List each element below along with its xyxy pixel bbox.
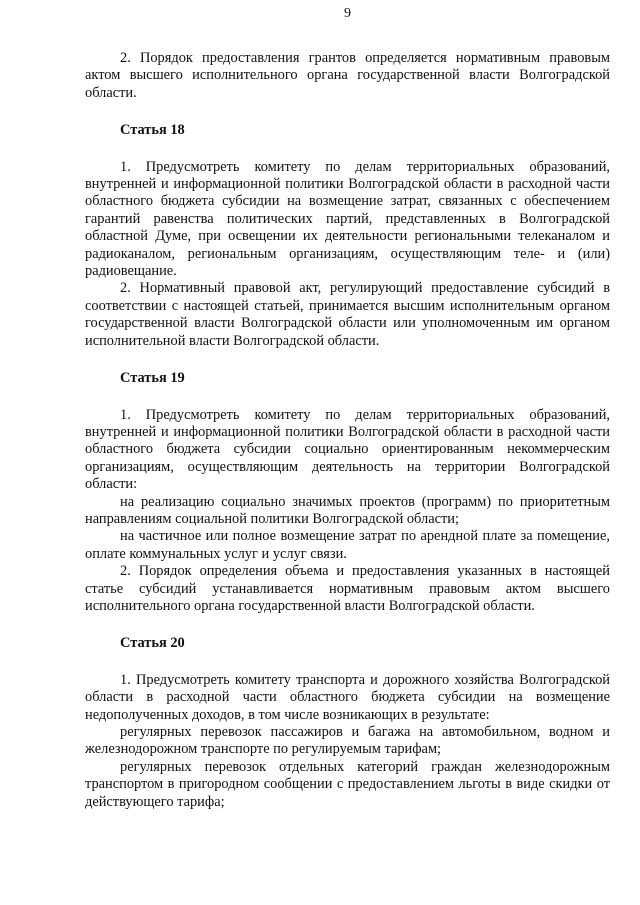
- paragraph: 2. Порядок определения объема и предоставления указанных в настоящей статье субсидий устанавливается нормативным правовым актом высшего исполнительного органа государственной власти Волгоградской области.: [85, 563, 610, 614]
- article-heading: Статья 18: [120, 122, 185, 139]
- paragraph: регулярных перевозок отдельных категорий граждан железнодорожным транспортом в пригородном сообщении с предоставлением льготы в виде скидки от действующего тарифа;: [85, 758, 610, 810]
- paragraph: 1. Предусмотреть комитету по делам территориальных образований, внутренней и информационной политики Волгоградской области в расходной части областного бюджета субсидии социально ориентированным некоммерческим организациям, осуществляющим деятельность на территории Волгоградской области:: [85, 406, 610, 493]
- article-heading: Статья 20: [120, 635, 185, 652]
- paragraph: регулярных перевозок пассажиров и багажа на автомобильном, водном и железнодорожном транспорте по регулируемым тарифам;: [85, 724, 610, 758]
- paragraph: 2. Нормативный правовой акт, регулирующий предоставление субсидий в соответствии с настоящей статьей, принимается высшим исполнительным органом государственной власти Волгоградской области или уполномоченным им органом исполнительной власти Волгоградской области.: [85, 280, 610, 349]
- paragraph: 1. Предусмотреть комитету по делам территориальных образований, внутренней и информационной политики Волгоградской области в расходной части областного бюджета субсидии на возмещение затрат, связанных с обеспечением гарантий равенства политических партий, представленных в Волгоградской областной Думе, при освещении их деятельности региональными телеканалом и радиоканалом, региональным организациям, осуществляющим теле- и (или) радиовещание.: [85, 158, 610, 280]
- paragraph: на частичное или полное возмещение затрат по арендной плате за помещение, оплате коммунальных услуг и услуг связи.: [85, 528, 610, 562]
- paragraph: на реализацию социально значимых проектов (программ) по приоритетным направлениям социальной политики Волгоградской области;: [85, 493, 610, 527]
- page-number: 9: [344, 6, 351, 21]
- article-heading: Статья 19: [120, 370, 185, 387]
- paragraph: 2. Порядок предоставления грантов определяется нормативным правовым актом высшего исполнительного органа государственной власти Волгоградской области.: [85, 50, 610, 101]
- paragraph: 1. Предусмотреть комитету транспорта и дорожного хозяйства Волгоградской области в расходной части областного бюджета субсидии на возмещение недополученных доходов, в том числе возникающих в результате:: [85, 671, 610, 723]
- document-body: [85, 50, 610, 811]
